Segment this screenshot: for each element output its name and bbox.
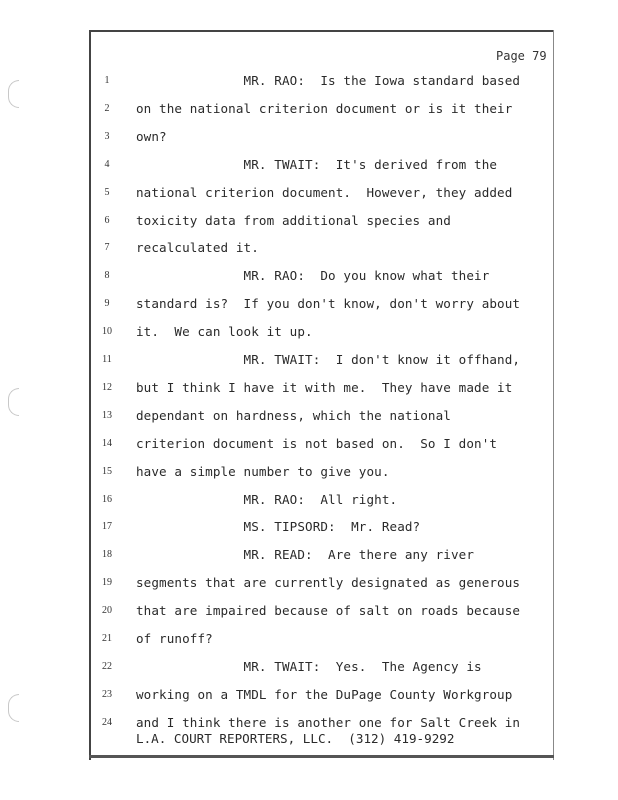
reporter-footer: L.A. COURT REPORTERS, LLC. (312) 419-9292 — [136, 731, 455, 746]
binder-hole-bottom — [8, 694, 19, 722]
transcript-line: standard is? If you don't know, don't worry about — [136, 296, 521, 312]
page-border-left — [89, 30, 91, 760]
transcript-line: MR. RAO: Do you know what their — [136, 268, 490, 284]
transcript-line: national criterion document. However, they added — [136, 184, 513, 200]
transcript-line: segments that are currently designated as generous — [136, 575, 521, 591]
line-number: 1 — [104, 75, 110, 86]
transcript-line: recalculated it. — [136, 240, 259, 256]
line-number: 6 — [104, 214, 110, 226]
line-number: 7 — [104, 242, 110, 254]
line-number: 16 — [102, 493, 112, 505]
page-number: Page 79 — [496, 49, 547, 63]
binder-hole-top — [8, 80, 19, 108]
line-number: 24 — [102, 716, 112, 728]
transcript-line: of runoff? — [136, 631, 213, 646]
transcript-line: MR. READ: Are there any river — [136, 547, 475, 563]
line-number: 9 — [104, 298, 110, 310]
transcript-line: dependant on hardness, which the national — [136, 407, 451, 423]
page-border-top — [89, 30, 554, 32]
transcript-line: MS. TIPSORD: Mr. Read? — [136, 519, 421, 535]
line-number: 13 — [102, 409, 112, 421]
transcript-line: toxicity data from additional species and — [136, 212, 451, 228]
transcript-line: but I think I have it with me. They have made it — [136, 379, 513, 395]
line-number: 17 — [102, 521, 112, 533]
line-number: 10 — [102, 326, 112, 338]
transcript-line: MR. TWAIT: It's derived from the — [136, 156, 498, 172]
transcript-line: MR. TWAIT: Yes. The Agency is — [136, 658, 482, 674]
transcript-line: that are impaired because of salt on roads because — [136, 603, 521, 619]
transcript-line: MR. TWAIT: I don't know it offhand, — [136, 352, 521, 367]
line-number: 3 — [104, 130, 110, 142]
transcript-line: own? — [136, 128, 167, 144]
line-number: 12 — [102, 381, 112, 393]
line-number: 18 — [102, 549, 112, 561]
transcript-line: have a simple number to give you. — [136, 463, 390, 479]
transcript-line: MR. RAO: All right. — [136, 491, 398, 507]
line-number: 22 — [102, 660, 112, 672]
line-number: 14 — [102, 437, 112, 449]
line-number: 5 — [104, 186, 110, 198]
line-number: 21 — [102, 633, 112, 644]
binder-hole-middle — [8, 388, 19, 416]
transcript-line: MR. RAO: Is the Iowa standard based — [136, 73, 521, 88]
transcript-line: it. We can look it up. — [136, 324, 313, 340]
line-number: 19 — [102, 577, 112, 589]
page-border-bottom — [89, 755, 554, 758]
line-number: 15 — [102, 465, 112, 477]
transcript-line: and I think there is another one for Salt Creek in — [136, 714, 521, 730]
line-number: 11 — [102, 354, 112, 365]
line-number: 8 — [104, 270, 110, 282]
line-number: 23 — [102, 688, 112, 700]
page-border-right — [553, 30, 554, 760]
transcript-line: working on a TMDL for the DuPage County Workgroup — [136, 686, 513, 702]
transcript-line: on the national criterion document or is it their — [136, 100, 513, 116]
line-number: 2 — [104, 102, 110, 114]
transcript-line: criterion document is not based on. So I don't — [136, 435, 498, 451]
line-number: 20 — [102, 605, 112, 617]
line-number: 4 — [104, 158, 110, 170]
